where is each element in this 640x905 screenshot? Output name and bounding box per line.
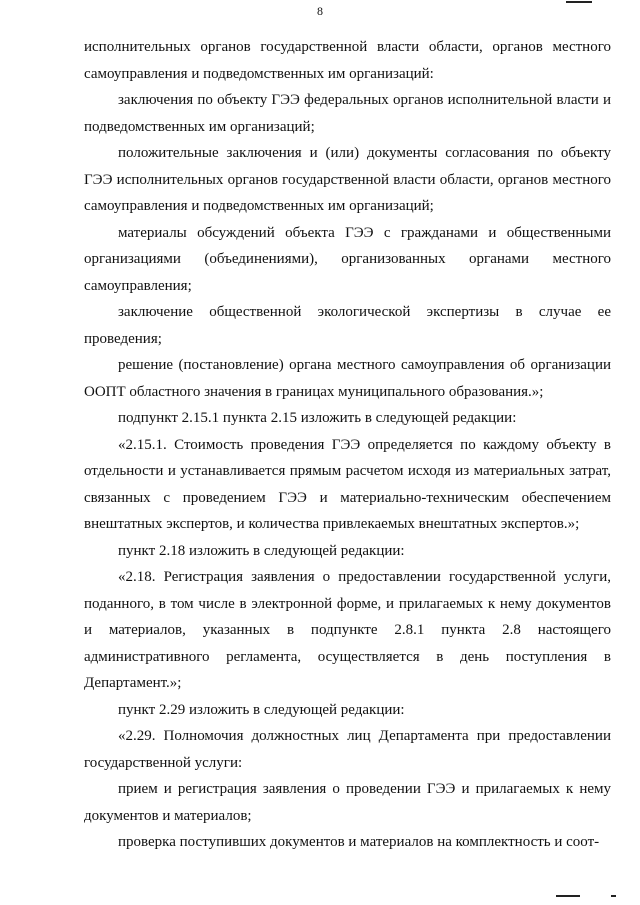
paragraph: подпункт 2.15.1 пункта 2.15 изложить в следующей редакции: (118, 410, 517, 426)
paragraph: проверка поступивших документов и материалов на комплектность и соот- (118, 834, 600, 850)
scan-mark (611, 895, 616, 897)
paragraph: положительные заключения и (или) документы согласования по объекту ГЭЭ исполнительных органов государственной власти области, органов местного самоуправления и подведомственных им организаций; (84, 145, 611, 214)
paragraph: материалы обсуждений объекта ГЭЭ с гражданами и общественными организациями (объединениями), организованных органами местного самоуправления; (84, 224, 611, 294)
document-body (84, 34, 611, 856)
page-number: 8 (317, 4, 323, 18)
paragraph: «2.15.1. Стоимость проведения ГЭЭ определяется по каждому объекту в отдельности и устанавливается прямым расчетом исходя из материальных затрат, связанных с проведением ГЭЭ и материально-техническим обеспечением внештатных экспертов, и количества привлекаемых внештатных экспертов.»; (84, 436, 611, 532)
scan-mark (556, 895, 580, 897)
paragraph: пункт 2.18 изложить в следующей редакции: (118, 542, 405, 559)
paragraph: исполнительных органов государственной власти области, органов местного самоуправления и подведомственных им организаций: (84, 39, 611, 82)
paragraph: решение (постановление) органа местного самоуправления об организации ООПТ областного значения в границах муниципального образования.»; (84, 357, 611, 400)
paragraph: заключения по объекту ГЭЭ федеральных органов исполнительной власти и подведомственных им организаций; (84, 92, 611, 135)
paragraph: «2.29. Полномочия должностных лиц Департамента при предоставлении государственной услуги: (84, 728, 611, 771)
paragraph: пункт 2.29 изложить в следующей редакции: (118, 701, 405, 718)
paragraph: «2.18. Регистрация заявления о предоставлении государственной услуги, поданного, в том числе в электронной форме, и прилагаемых к нему документов и материалов, указанных в подпункте 2.8.1 пункта 2.8 настоящего административного регламента, осуществляется в день поступления в Департамент.»; (84, 569, 611, 691)
paragraph: заключение общественной экологической экспертизы в случае ее проведения; (84, 304, 611, 347)
scan-mark (566, 1, 592, 3)
paragraph: прием и регистрация заявления о проведении ГЭЭ и прилагаемых к нему документов и материалов; (84, 781, 611, 824)
